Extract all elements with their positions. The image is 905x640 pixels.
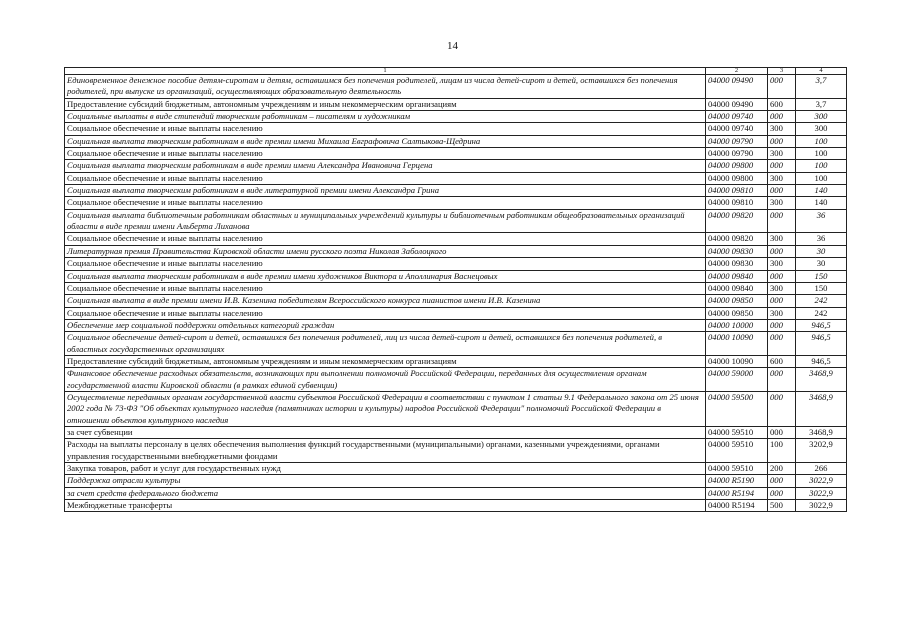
row-name-cell: Социальная выплата творческим работникам в виде литературной премии имени Александра Грина — [65, 185, 706, 197]
row-code-cell: 04000 09740 — [706, 123, 768, 135]
row-type-cell: 500 — [768, 500, 796, 512]
row-name-cell: Социальное обеспечение и иные выплаты населению — [65, 172, 706, 184]
row-amount-cell: 946,5 — [796, 355, 847, 367]
row-code-cell: 04000 09810 — [706, 185, 768, 197]
header-col-2: 2 — [706, 68, 768, 75]
row-name-cell: Межбюджетные трансферты — [65, 500, 706, 512]
row-name-cell: Поддержка отрасли культуры — [65, 475, 706, 487]
row-code-cell: 04000 R5194 — [706, 487, 768, 499]
table-row — [65, 475, 847, 487]
table-row — [65, 463, 847, 475]
row-amount-cell: 946,5 — [796, 319, 847, 331]
row-code-cell: 04000 09840 — [706, 282, 768, 294]
row-amount-cell: 30 — [796, 245, 847, 257]
row-amount-cell: 3,7 — [796, 98, 847, 110]
row-name-cell: Финансовое обеспечение расходных обязательств, возникающих при выполнении полномочий Российской Федерации, переданных для осуществления органам государственной власти Кировской области (в рамках единой субвенции) — [65, 368, 706, 392]
table-row — [65, 245, 847, 257]
row-name-cell: Предоставление субсидий бюджетным, автономным учреждениям и иным некоммерческим организациям — [65, 355, 706, 367]
row-type-cell: 600 — [768, 98, 796, 110]
table-row — [65, 295, 847, 307]
row-name-cell: Социальные выплаты в виде стипендий творческим работникам – писателям и художникам — [65, 111, 706, 123]
table-row — [65, 135, 847, 147]
row-amount-cell: 30 — [796, 258, 847, 270]
table-row — [65, 368, 847, 392]
table-row — [65, 500, 847, 512]
table-row — [65, 185, 847, 197]
table-row — [65, 209, 847, 233]
row-name-cell: Социальное обеспечение и иные выплаты населению — [65, 197, 706, 209]
row-code-cell: 04000 10090 — [706, 332, 768, 356]
row-amount-cell: 150 — [796, 270, 847, 282]
row-type-cell: 300 — [768, 123, 796, 135]
table-row — [65, 197, 847, 209]
table-row — [65, 258, 847, 270]
row-type-cell: 000 — [768, 295, 796, 307]
table-row — [65, 270, 847, 282]
row-type-cell: 300 — [768, 307, 796, 319]
row-code-cell: 04000 09800 — [706, 172, 768, 184]
row-amount-cell: 3468,9 — [796, 391, 847, 426]
row-type-cell: 300 — [768, 197, 796, 209]
table-row — [65, 160, 847, 172]
row-type-cell: 000 — [768, 75, 796, 99]
row-code-cell: 04000 09850 — [706, 295, 768, 307]
table-row — [65, 319, 847, 331]
row-name-cell: Социальное обеспечение и иные выплаты населению — [65, 148, 706, 160]
row-code-cell: 04000 09790 — [706, 135, 768, 147]
row-code-cell: 04000 10090 — [706, 355, 768, 367]
header-col-4: 4 — [796, 68, 847, 75]
row-name-cell: Социальное обеспечение детей-сирот и детей, оставшихся без попечения родителей, лиц из числа детей-сирот и детей, оставшихся без попечения родителей, в областных государственных организациях — [65, 332, 706, 356]
row-code-cell: 04000 59510 — [706, 426, 768, 438]
row-type-cell: 600 — [768, 355, 796, 367]
table-row — [65, 111, 847, 123]
row-name-cell: Социальная выплата творческим работникам в виде премии имени художников Виктора и Аполлинария Васнецовых — [65, 270, 706, 282]
row-amount-cell: 300 — [796, 123, 847, 135]
row-type-cell: 300 — [768, 233, 796, 245]
row-code-cell: 04000 09490 — [706, 75, 768, 99]
row-amount-cell: 140 — [796, 185, 847, 197]
row-amount-cell: 100 — [796, 160, 847, 172]
row-code-cell: 04000 09790 — [706, 148, 768, 160]
table-body — [65, 75, 847, 512]
table-row — [65, 172, 847, 184]
row-type-cell: 300 — [768, 258, 796, 270]
row-amount-cell: 3,7 — [796, 75, 847, 99]
row-code-cell: 04000 59000 — [706, 368, 768, 392]
row-type-cell: 000 — [768, 391, 796, 426]
row-name-cell: Литературная премия Правительства Кировской области имени русского поэта Николая Заболоцкого — [65, 245, 706, 257]
row-name-cell: Социальная выплата библиотечным работникам областных и муниципальных учреждений культуры и библиотечным работникам общеобразовательных организаций области в виде премии имени Альберта Лиханова — [65, 209, 706, 233]
row-code-cell: 04000 09830 — [706, 245, 768, 257]
row-amount-cell: 100 — [796, 172, 847, 184]
table-row — [65, 355, 847, 367]
table-row — [65, 439, 847, 463]
header-col-1: 1 — [65, 68, 706, 75]
row-amount-cell: 3022,9 — [796, 475, 847, 487]
row-code-cell: 04000 09830 — [706, 258, 768, 270]
row-type-cell: 000 — [768, 368, 796, 392]
row-code-cell: 04000 59510 — [706, 439, 768, 463]
row-amount-cell: 3022,9 — [796, 500, 847, 512]
row-type-cell: 000 — [768, 332, 796, 356]
table-row — [65, 75, 847, 99]
row-amount-cell: 3022,9 — [796, 487, 847, 499]
table-row — [65, 282, 847, 294]
table-row — [65, 233, 847, 245]
row-name-cell: Социальное обеспечение и иные выплаты населению — [65, 258, 706, 270]
row-type-cell: 000 — [768, 135, 796, 147]
row-type-cell: 200 — [768, 463, 796, 475]
row-type-cell: 100 — [768, 439, 796, 463]
row-code-cell: 04000 09850 — [706, 307, 768, 319]
row-code-cell: 04000 09840 — [706, 270, 768, 282]
table-row — [65, 426, 847, 438]
row-amount-cell: 242 — [796, 307, 847, 319]
row-amount-cell: 36 — [796, 233, 847, 245]
page-number: 14 — [447, 40, 458, 52]
row-name-cell: Расходы на выплаты персоналу в целях обеспечения выполнения функций государственными (муниципальными) органами, казенными учреждениями, органами управления государственными внебюджетными фондами — [65, 439, 706, 463]
table-row — [65, 98, 847, 110]
table-row — [65, 148, 847, 160]
row-name-cell: Обеспечение мер социальной поддержки отдельных категорий граждан — [65, 319, 706, 331]
row-amount-cell: 300 — [796, 111, 847, 123]
row-name-cell: Закупка товаров, работ и услуг для государственных нужд — [65, 463, 706, 475]
row-type-cell: 000 — [768, 475, 796, 487]
row-amount-cell: 100 — [796, 148, 847, 160]
row-amount-cell: 3202,9 — [796, 439, 847, 463]
row-name-cell: за счет средств федерального бюджета — [65, 487, 706, 499]
table-row — [65, 123, 847, 135]
row-name-cell: за счет субвенции — [65, 426, 706, 438]
row-type-cell: 000 — [768, 245, 796, 257]
row-type-cell: 000 — [768, 426, 796, 438]
row-type-cell: 000 — [768, 487, 796, 499]
row-amount-cell: 242 — [796, 295, 847, 307]
table-row — [65, 391, 847, 426]
row-name-cell: Социальное обеспечение и иные выплаты населению — [65, 123, 706, 135]
row-code-cell: 04000 09740 — [706, 111, 768, 123]
row-amount-cell: 140 — [796, 197, 847, 209]
table-row — [65, 307, 847, 319]
row-type-cell: 300 — [768, 148, 796, 160]
row-code-cell: 04000 10000 — [706, 319, 768, 331]
row-type-cell: 000 — [768, 319, 796, 331]
budget-table — [64, 67, 847, 512]
row-code-cell: 04000 09800 — [706, 160, 768, 172]
row-code-cell: 04000 R5190 — [706, 475, 768, 487]
row-code-cell: 04000 09820 — [706, 233, 768, 245]
row-type-cell: 000 — [768, 209, 796, 233]
row-name-cell: Социальное обеспечение и иные выплаты населению — [65, 282, 706, 294]
row-amount-cell: 150 — [796, 282, 847, 294]
row-code-cell: 04000 09490 — [706, 98, 768, 110]
row-name-cell: Социальное обеспечение и иные выплаты населению — [65, 233, 706, 245]
row-amount-cell: 3468,9 — [796, 368, 847, 392]
row-code-cell: 04000 09820 — [706, 209, 768, 233]
table-row — [65, 487, 847, 499]
row-name-cell: Осуществление переданных органам государственной власти субъектов Российской Федерации в соответствии с пунктом 1 статьи 9.1 Федерального закона от 25 июня 2002 года № 73-ФЗ "Об объектах культурного наследия (памятниках истории и культуры) народов Российской Федерации" полномочий Российской Федерации в отношении объектов культурного наследия — [65, 391, 706, 426]
row-name-cell: Социальное обеспечение и иные выплаты населению — [65, 307, 706, 319]
row-name-cell: Предоставление субсидий бюджетным, автономным учреждениям и иным некоммерческим организациям — [65, 98, 706, 110]
row-code-cell: 04000 R5194 — [706, 500, 768, 512]
table-row — [65, 332, 847, 356]
row-code-cell: 04000 59500 — [706, 391, 768, 426]
row-amount-cell: 946,5 — [796, 332, 847, 356]
row-name-cell: Социальная выплата творческим работникам в виде премии имени Александра Ивановича Герцена — [65, 160, 706, 172]
row-code-cell: 04000 59510 — [706, 463, 768, 475]
row-type-cell: 300 — [768, 172, 796, 184]
row-type-cell: 000 — [768, 160, 796, 172]
row-type-cell: 000 — [768, 270, 796, 282]
row-type-cell: 300 — [768, 282, 796, 294]
row-name-cell: Социальная выплата в виде премии имени И.В. Казенина победителям Всероссийского конкурса пианистов имени И.В. Казенина — [65, 295, 706, 307]
row-name-cell: Социальная выплата творческим работникам в виде премии имени Михаила Евграфовича Салтыкова-Щедрина — [65, 135, 706, 147]
row-amount-cell: 266 — [796, 463, 847, 475]
row-amount-cell: 100 — [796, 135, 847, 147]
row-type-cell: 000 — [768, 111, 796, 123]
row-amount-cell: 36 — [796, 209, 847, 233]
row-name-cell: Единовременное денежное пособие детям-сиротам и детям, оставшимся без попечения родителей, лицам из числа детей-сирот и детей, оставшихся без попечения родителей, при выпуске из организаций, осуществляющих образовательную деятельность — [65, 75, 706, 99]
row-amount-cell: 3468,9 — [796, 426, 847, 438]
header-col-3: 3 — [768, 68, 796, 75]
header-row — [65, 68, 847, 75]
row-code-cell: 04000 09810 — [706, 197, 768, 209]
row-type-cell: 000 — [768, 185, 796, 197]
